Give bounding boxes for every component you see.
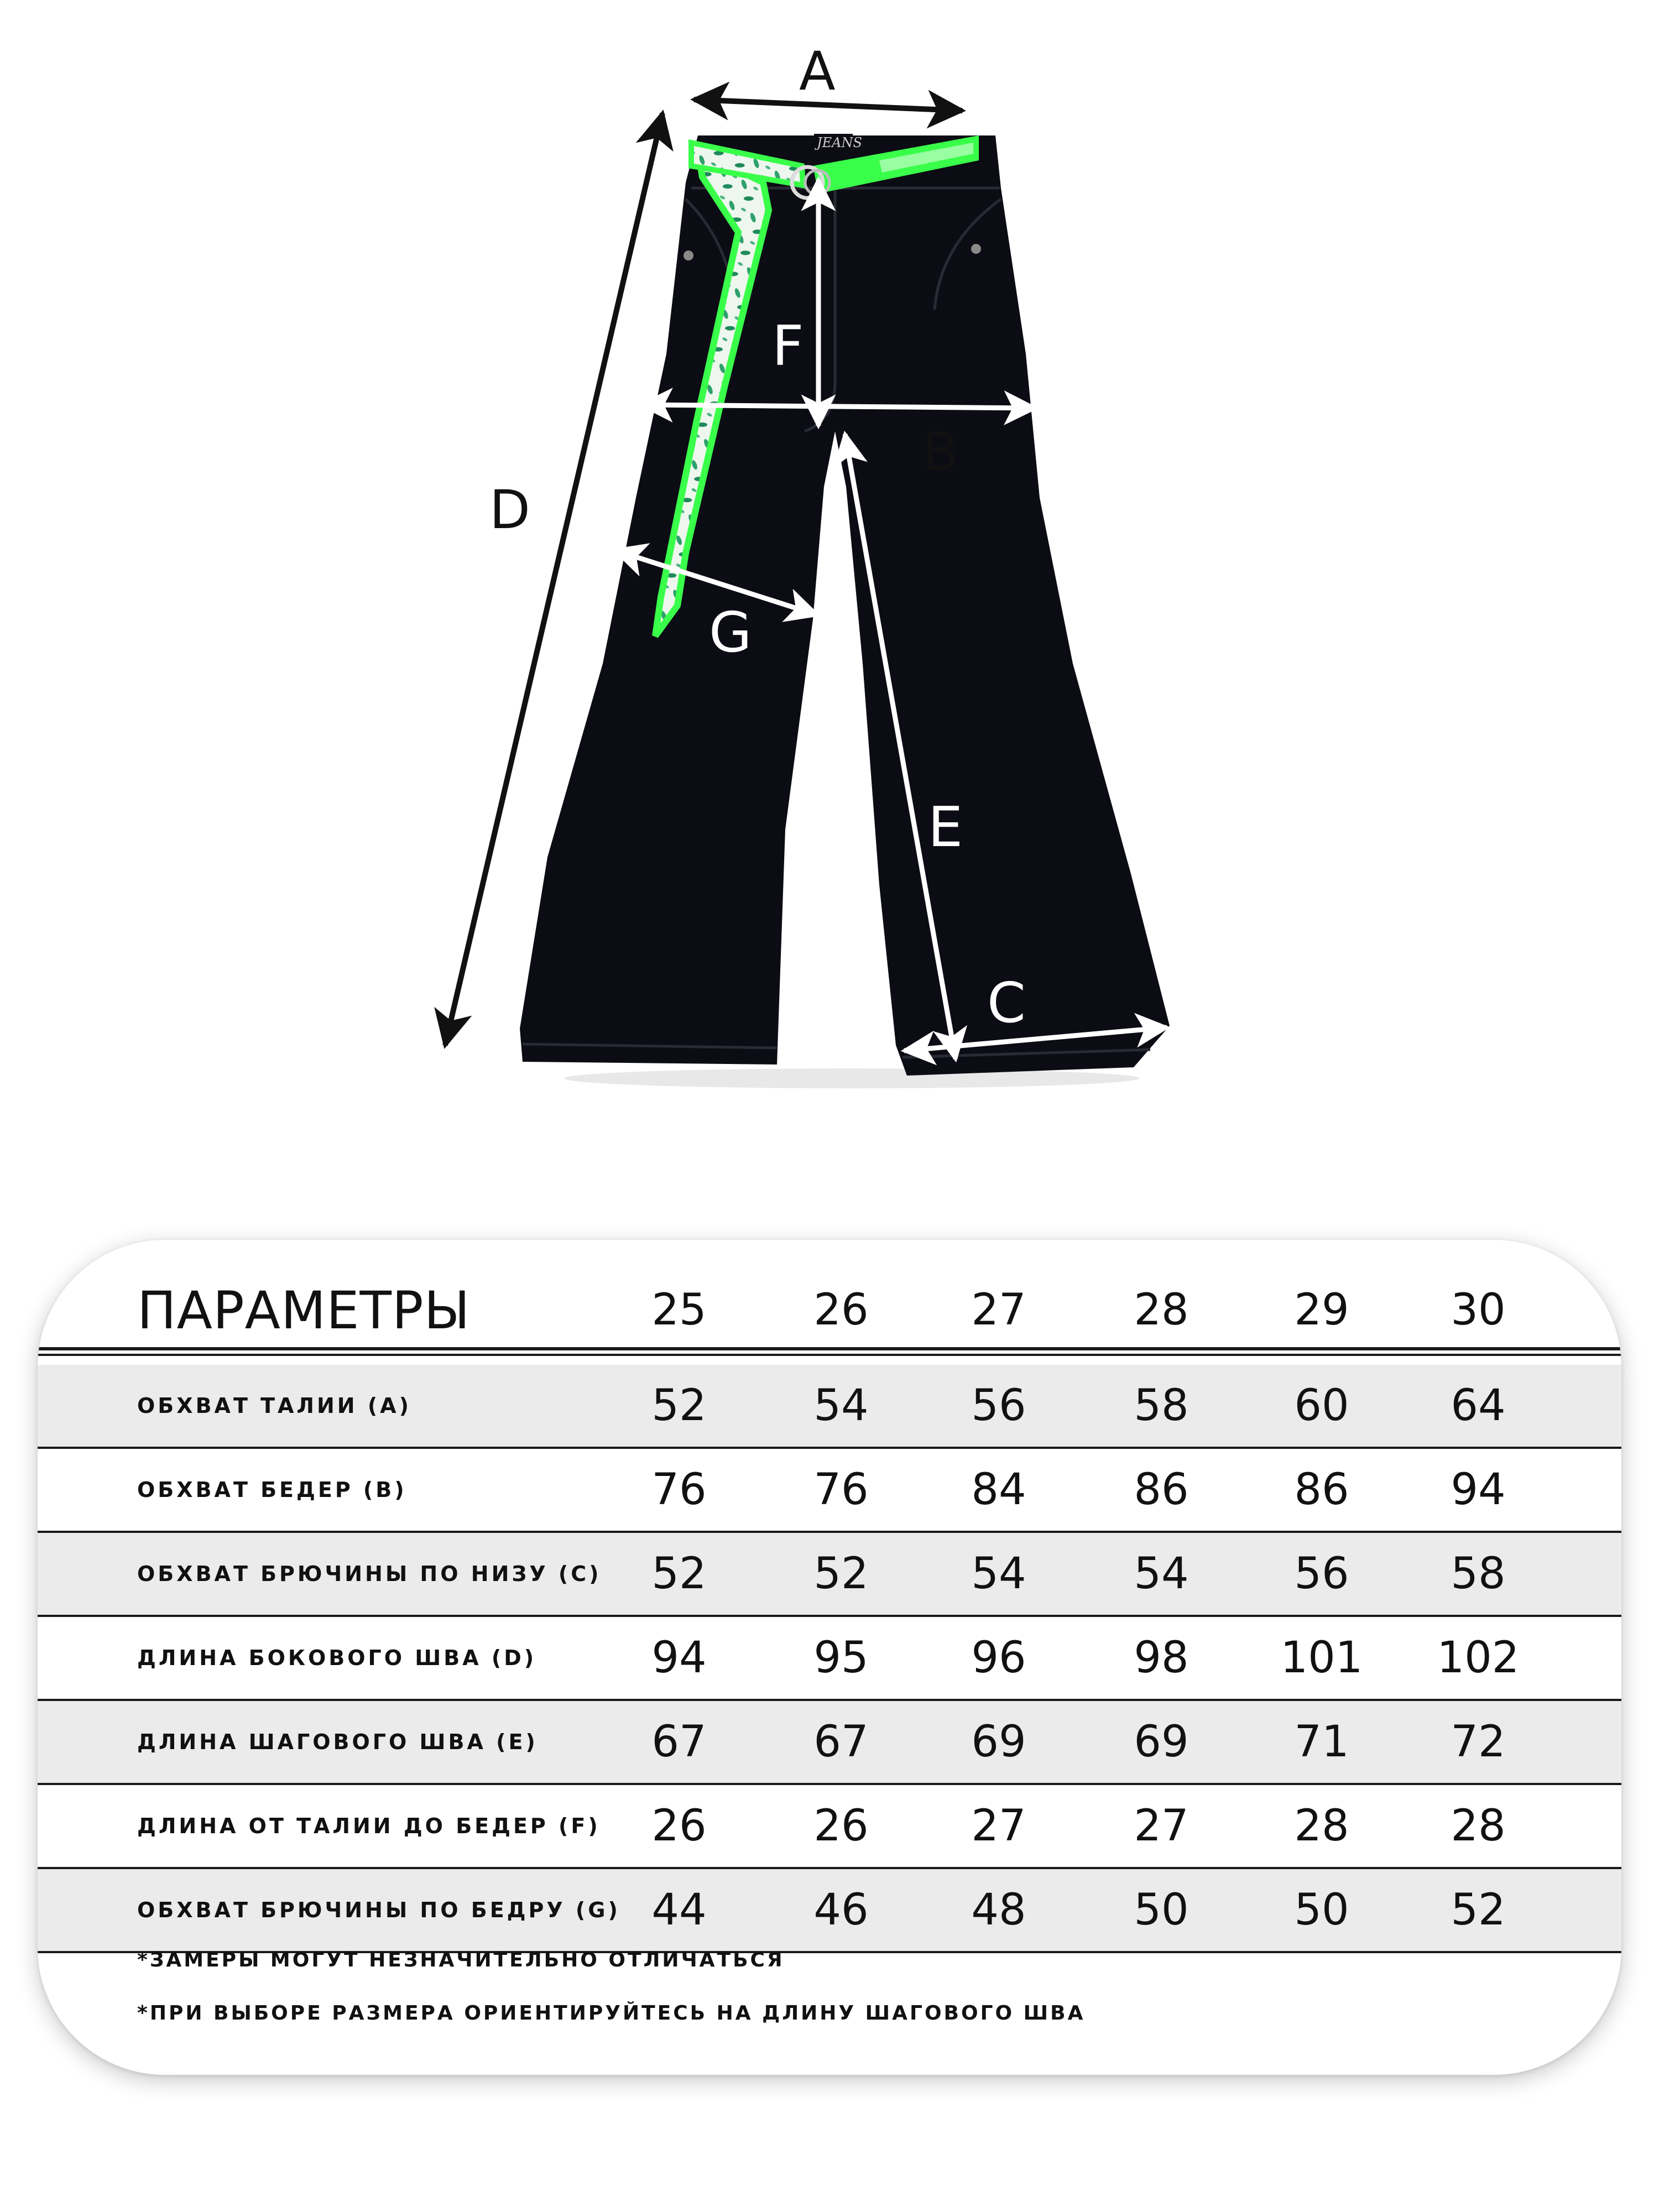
table-cell: 52	[651, 1549, 707, 1599]
size-header: 26	[813, 1285, 869, 1335]
table-row	[38, 1533, 1621, 1617]
rivet-left	[684, 251, 693, 260]
table-cell: 102	[1437, 1633, 1520, 1683]
table-row	[38, 1869, 1621, 1953]
footnote: *ЗАМЕРЫ МОГУТ НЕЗНАЧИТЕЛЬНО ОТЛИЧАТЬСЯ	[137, 1949, 785, 1971]
table-header-row	[38, 1240, 1621, 1350]
table-cell: 96	[971, 1633, 1026, 1683]
table-cell: 46	[813, 1885, 869, 1935]
size-chart-card	[38, 1240, 1621, 2075]
rivet-right	[971, 244, 981, 254]
table-row	[38, 1617, 1621, 1701]
size-header: 27	[971, 1285, 1026, 1335]
row-label: ОБХВАТ БРЮЧИНЫ ПО БЕДРУ (G)	[137, 1898, 620, 1922]
table-cell: 58	[1451, 1549, 1506, 1599]
dim-label-f: F	[772, 314, 804, 378]
table-cell: 26	[651, 1801, 707, 1851]
table-cell: 27	[1134, 1801, 1189, 1851]
table-cell: 28	[1451, 1801, 1506, 1851]
table-cell: 69	[971, 1717, 1026, 1767]
header-label: ПАРАМЕТРЫ	[137, 1281, 471, 1341]
table-cell: 52	[1451, 1885, 1506, 1935]
size-header: 29	[1294, 1285, 1349, 1335]
table-cell: 44	[651, 1885, 707, 1935]
row-label: ДЛИНА ШАГОВОГО ШВА (E)	[137, 1730, 538, 1754]
brand-label-text: JEANS	[817, 135, 862, 150]
table-cell: 94	[1451, 1465, 1506, 1515]
table-cell: 28	[1294, 1801, 1349, 1851]
table-cell: 60	[1294, 1381, 1349, 1431]
dim-label-a: A	[799, 40, 836, 102]
size-header: 25	[651, 1285, 707, 1335]
size-header: 28	[1134, 1285, 1189, 1335]
table-cell: 52	[651, 1381, 707, 1431]
table-cell: 86	[1134, 1465, 1189, 1515]
row-label: ОБХВАТ БРЮЧИНЫ ПО НИЗУ (C)	[137, 1562, 602, 1586]
table-row	[38, 1701, 1621, 1785]
jeans-silhouette	[520, 135, 1170, 1076]
dim-label-g: G	[709, 600, 752, 665]
table-cell: 67	[651, 1717, 707, 1767]
table-cell: 54	[813, 1381, 869, 1431]
table-cell: 56	[1294, 1549, 1349, 1599]
row-label: ОБХВАТ ТАЛИИ (A)	[137, 1394, 411, 1418]
table-cell: 95	[813, 1633, 869, 1683]
table-cell: 64	[1451, 1381, 1506, 1431]
table-row	[38, 1449, 1621, 1533]
row-label: ДЛИНА БОКОВОГО ШВА (D)	[137, 1646, 537, 1670]
table-cell: 98	[1134, 1633, 1189, 1683]
size-table	[38, 1240, 1621, 1953]
table-cell: 72	[1451, 1717, 1506, 1767]
table-cell: 54	[971, 1549, 1026, 1599]
dim-label-b: B	[922, 421, 959, 483]
dim-label-d: D	[489, 479, 530, 541]
table-cell: 58	[1134, 1381, 1189, 1431]
table-row	[38, 1365, 1621, 1449]
table-cell: 94	[651, 1633, 707, 1683]
table-cell: 71	[1294, 1717, 1349, 1767]
table-cell: 48	[971, 1885, 1026, 1935]
table-cell: 56	[971, 1381, 1026, 1431]
table-row	[38, 1785, 1621, 1869]
row-label: ОБХВАТ БЕДЕР (B)	[137, 1478, 407, 1502]
table-cell: 26	[813, 1801, 869, 1851]
dim-label-e: E	[928, 795, 963, 859]
table-cell: 50	[1294, 1885, 1349, 1935]
table-cell: 69	[1134, 1717, 1189, 1767]
row-label: ДЛИНА ОТ ТАЛИИ ДО БЕДЕР (F)	[137, 1814, 601, 1838]
table-cell: 67	[813, 1717, 869, 1767]
footnote: *ПРИ ВЫБОРЕ РАЗМЕРА ОРИЕНТИРУЙТЕСЬ НА ДЛИНУ ШАГОВОГО ШВА	[137, 2002, 1086, 2025]
table-cell: 27	[971, 1801, 1026, 1851]
table-cell: 50	[1134, 1885, 1189, 1935]
table-cell: 52	[813, 1549, 869, 1599]
table-cell: 76	[651, 1465, 707, 1515]
size-header: 30	[1451, 1285, 1506, 1335]
dim-label-c: C	[987, 971, 1026, 1035]
table-cell: 101	[1280, 1633, 1363, 1683]
table-cell: 76	[813, 1465, 869, 1515]
table-cell: 86	[1294, 1465, 1349, 1515]
garment-shadow	[564, 1068, 1139, 1088]
table-cell: 54	[1134, 1549, 1189, 1599]
arrow-b	[641, 405, 1035, 408]
table-cell: 84	[971, 1465, 1026, 1515]
